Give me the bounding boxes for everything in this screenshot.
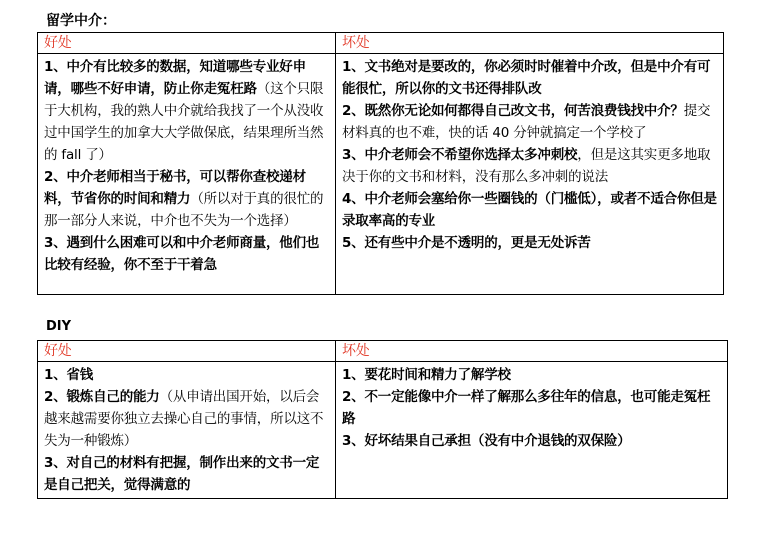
list-item: 2、中介老师相当于秘书，可以帮你查校递材料，节省你的时间和精力（所以对于真的很忙的那一部分人来说，中介也不失为一个选择） [44, 169, 324, 229]
table-row [38, 54, 724, 295]
list-item: 3、对自己的材料有把握，制作出来的文书一定是自己把关，觉得满意的 [44, 455, 320, 493]
bad-cell [336, 54, 724, 295]
list-item: 2、不一定能像中介一样了解那么多往年的信息，也可能走冤枉路 [342, 389, 711, 427]
section2-title: DIY [46, 319, 72, 334]
good-cell [38, 54, 336, 295]
bad-cell [336, 362, 728, 499]
good-header: 好处 [38, 341, 336, 362]
list-item: 2、锻炼自己的能力（从申请出国开始，以后会越来越需要你独立去操心自己的事情，所以这不失为一种锻炼） [44, 389, 324, 449]
table-header-row [38, 33, 724, 54]
list-item: 1、中介有比较多的数据，知道哪些专业好申请，哪些不好申请，防止你走冤枉路（这个只限于大机构，我的熟人中介就给我找了一个从没收过中国学生的加拿大大学做保底，结果理所当然的 fall 了） [44, 59, 324, 163]
good-header: 好处 [38, 33, 336, 54]
list-item: 2、既然你无论如何都得自己改文书，何苦浪费钱找中介？提交材料真的也不难，快的话 40 分钟就搞定一个学校了 [342, 103, 711, 141]
list-item: 1、文书绝对是要改的，你必须时时催着中介改，但是中介有可能很忙，所以你的文书还得排队改 [342, 59, 711, 97]
bad-header: 坏处 [336, 33, 724, 54]
list-item: 3、中介老师会不希望你选择太多冲刺校，但是这其实更多地取决于你的文书和材料，没有那么多冲刺的说法 [342, 147, 711, 185]
list-item: 4、中介老师会塞给你一些圈钱的（门槛低），或者不适合你但是录取率高的专业 [342, 191, 717, 229]
agency-comparison-table [37, 32, 724, 295]
list-item: 1、省钱 [44, 367, 94, 383]
table-row [38, 362, 728, 499]
section1-title: 留学中介： [46, 13, 116, 29]
list-item: 1、要花时间和精力了解学校 [342, 367, 511, 383]
list-item: 3、遇到什么困难可以和中介老师商量，他们也比较有经验，你不至于干着急 [44, 235, 320, 273]
bad-header: 坏处 [336, 341, 728, 362]
list-item: 5、还有些中介是不透明的，更是无处诉苦 [342, 235, 591, 251]
diy-comparison-table [37, 340, 728, 499]
table-header-row [38, 341, 728, 362]
list-item: 3、好坏结果自己承担（没有中介退钱的双保险） [342, 433, 631, 449]
good-cell [38, 362, 336, 499]
